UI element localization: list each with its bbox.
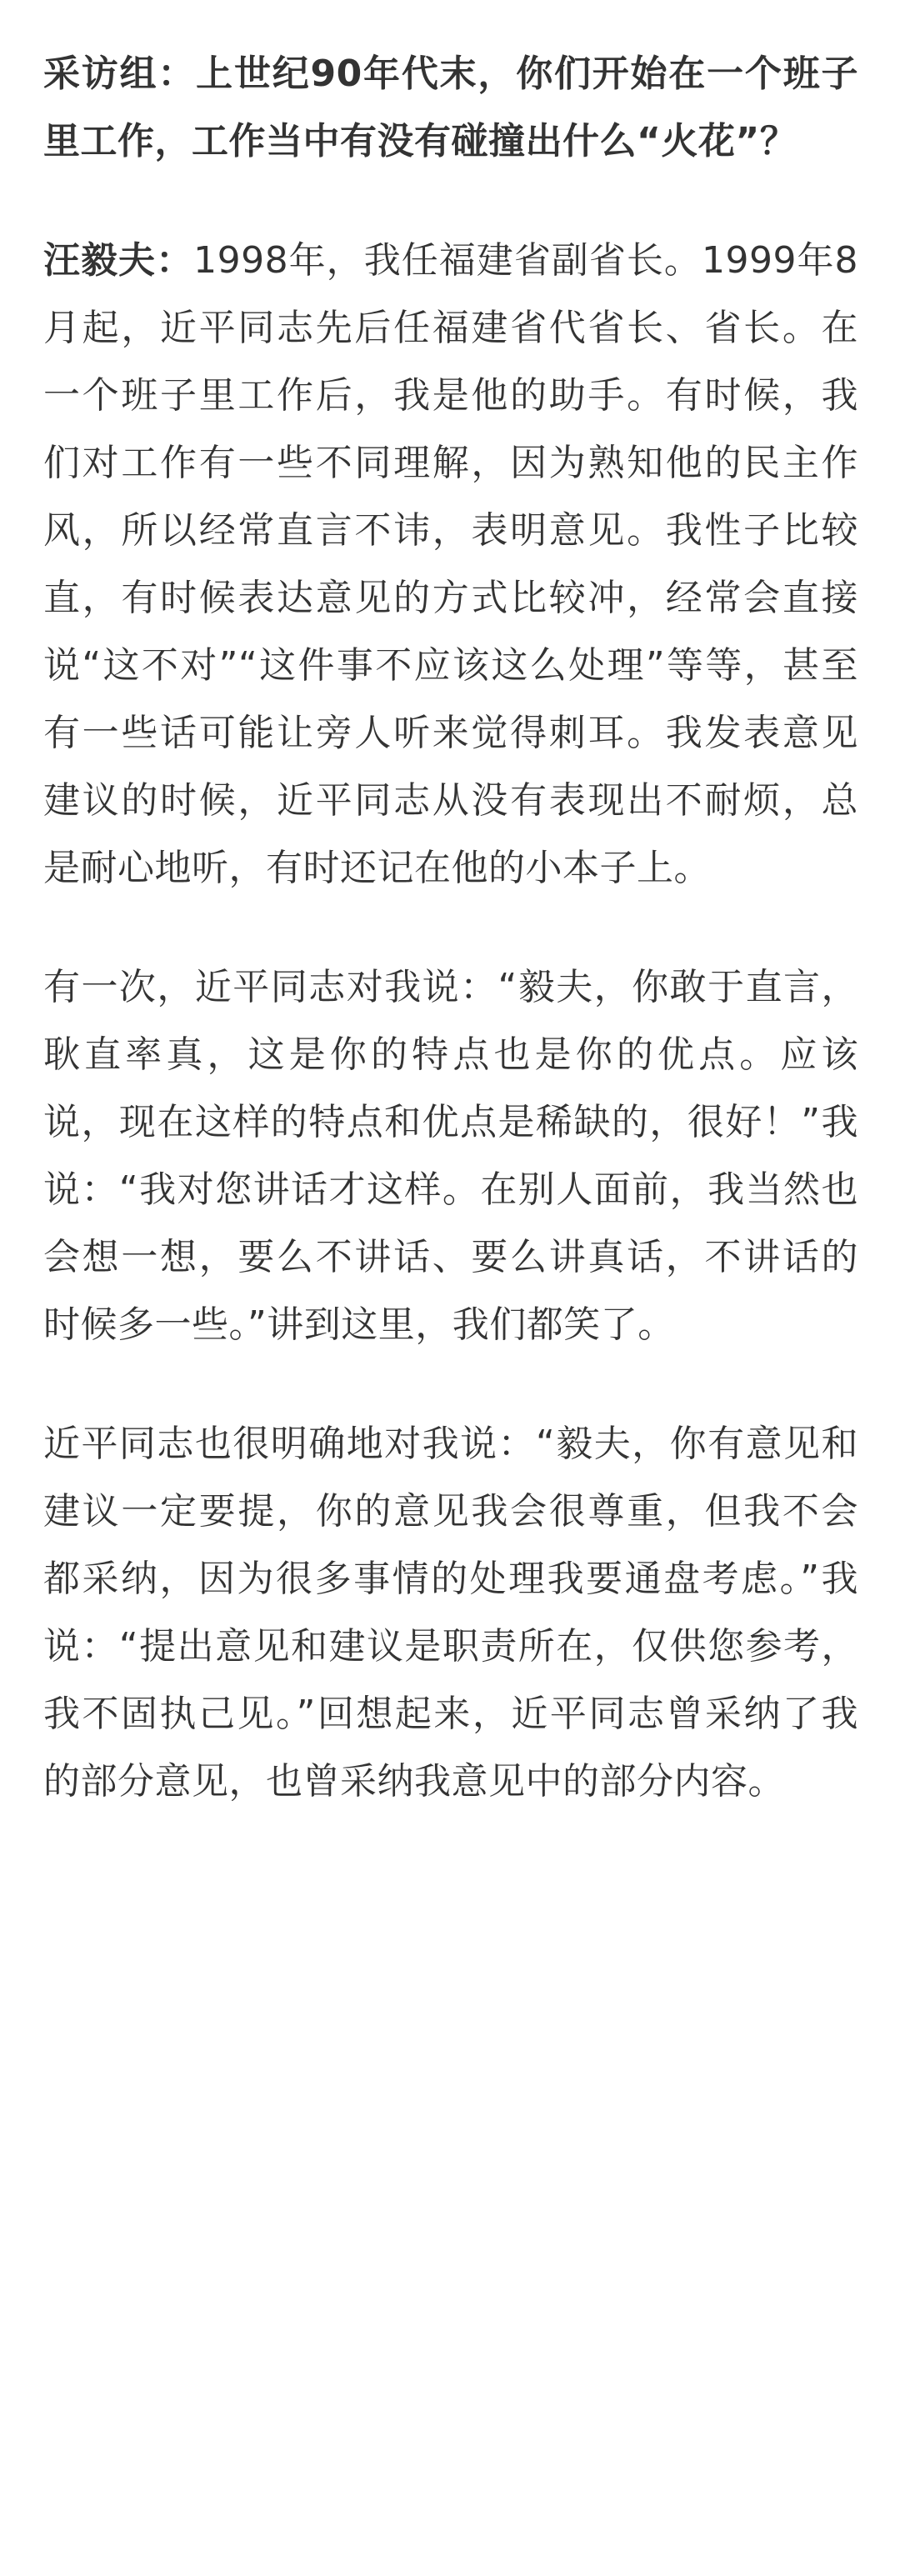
question-text: 上世纪90年代末，你们开始在一个班子里工作，工作当中有没有碰撞出什么“火花”？ — [43, 53, 858, 163]
answer-text: 1998年，我任福建省副省长。1999年8月起，近平同志先后任福建省代省长、省长。在一个班子里工作后，我是他的助手。有时候，我们对工作有一些不同理解，因为熟知他的民主作风，所以经常直言不讳，表明意见。我性子比较直，有时候表达意见的方式比较冲，经常会直接说“这不对”“这件事不应该这么处理”等等，甚至有一些话可能让旁人听来觉得刺耳。我发表意见建议的时候，近平同志从没有表现出不耐烦，总是耐心地听，有时还记在他的小本子上。 — [43, 239, 858, 889]
question-speaker: 采访组： — [43, 53, 197, 95]
answer-speaker: 汪毅夫： — [43, 239, 194, 282]
interview-answer — [43, 227, 858, 902]
paragraph-4: 近平同志也很明确地对我说：“毅夫，你有意见和建议一定要提，你的意见我会很尊重，但我不会都采纳，因为很多事情的处理我要通盘考虑。”我说：“提出意见和建议是职责所在，仅供您参考，我不固执己见。”回想起来，近平同志曾采纳了我的部分意见，也曾采纳我意见中的部分内容。 — [43, 1423, 858, 1803]
paragraph-3: 有一次，近平同志对我说：“毅夫，你敢于直言，耿直率真，这是你的特点也是你的优点。应该说，现在这样的特点和优点是稀缺的，很好！”我说：“我对您讲话才这样。在别人面前，我当然也会想一想，要么不讲话、要么讲真话，不讲话的时候多一些。”讲到这里，我们都笑了。 — [43, 966, 858, 1346]
interview-question — [43, 40, 858, 175]
